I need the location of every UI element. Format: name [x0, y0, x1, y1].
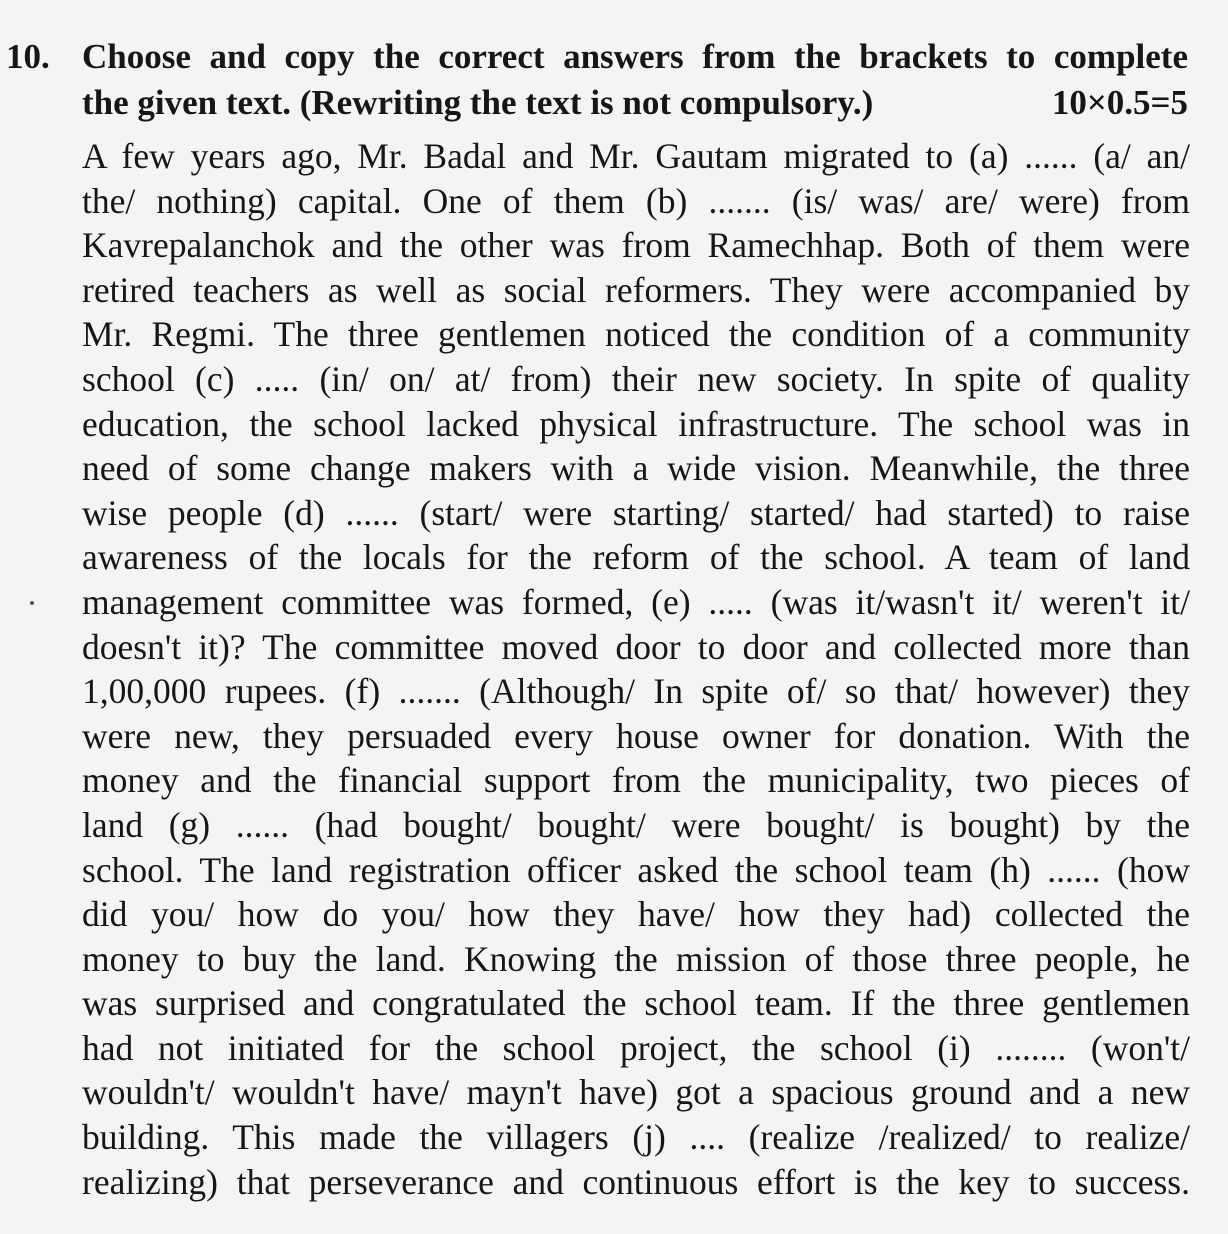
passage-line: doesn't it)? The committee moved door to door and collected more than [82, 626, 1190, 667]
passage-line: school (c) ..... (in/ on/ at/ from) their new society. In spite of quality [82, 358, 1190, 399]
question-number: 10. [6, 37, 50, 76]
passage-line: land (g) ...... (had bought/ bought/ were bought/ is bought) by the [82, 804, 1190, 845]
heading-line-2-row [82, 80, 1188, 126]
passage-line: management committee was formed, (e) ..... (was it/wasn't it/ weren't it/ [82, 581, 1190, 622]
passage [82, 134, 1190, 1204]
question-heading [82, 34, 1188, 126]
passage-line: money to buy the land. Knowing the mission of those three people, he [82, 938, 1190, 979]
passage-line: realizing) that perseverance and continuous effort is the key to success. [82, 1161, 1190, 1202]
passage-line: retired teachers as well as social reformers. They were accompanied by [82, 269, 1190, 310]
heading-line-2: the given text. (Rewriting the text is not compulsory.) [82, 83, 874, 122]
marks-allocation: 10×0.5=5 [1051, 83, 1188, 122]
passage-line: need of some change makers with a wide vision. Meanwhile, the three [82, 448, 1190, 489]
passage-line: was surprised and congratulated the school team. If the three gentlemen [82, 983, 1190, 1024]
passage-line: Kavrepalanchok and the other was from Ramechhap. Both of them were [82, 225, 1190, 266]
passage-line: wouldn't/ wouldn't have/ mayn't have) got a spacious ground and a new [82, 1072, 1190, 1113]
passage-line: the/ nothing) capital. One of them (b) ....... (is/ was/ are/ were) from [82, 180, 1190, 221]
passage-line: had not initiated for the school project, the school (i) ........ (won't/ [82, 1027, 1190, 1068]
passage-line: school. The land registration officer asked the school team (h) ...... (how [82, 849, 1190, 890]
heading-line-1: Choose and copy the correct answers from the brackets to complete [82, 37, 1188, 76]
passage-line: education, the school lacked physical infrastructure. The school was in [82, 403, 1190, 444]
passage-line: building. This made the villagers (j) .... (realize /realized/ to realize/ [82, 1117, 1190, 1158]
passage-line: did you/ how do you/ how they have/ how they had) collected the [82, 894, 1190, 935]
passage-line: money and the financial support from the municipality, two pieces of [82, 760, 1190, 801]
passage-line: A few years ago, Mr. Badal and Mr. Gautam migrated to (a) ...... (a/ an/ [82, 136, 1190, 176]
stray-mark [30, 601, 34, 605]
passage-line: wise people (d) ...... (start/ were starting/ started/ had started) to raise [82, 492, 1190, 533]
passage-line: Mr. Regmi. The three gentlemen noticed the condition of a community [82, 314, 1190, 355]
passage-line: 1,00,000 rupees. (f) ....... (Although/ In spite of/ so that/ however) they [82, 671, 1190, 712]
passage-line: awareness of the locals for the reform of the school. A team of land [82, 537, 1190, 578]
passage-line: were new, they persuaded every house owner for donation. With the [82, 715, 1190, 756]
